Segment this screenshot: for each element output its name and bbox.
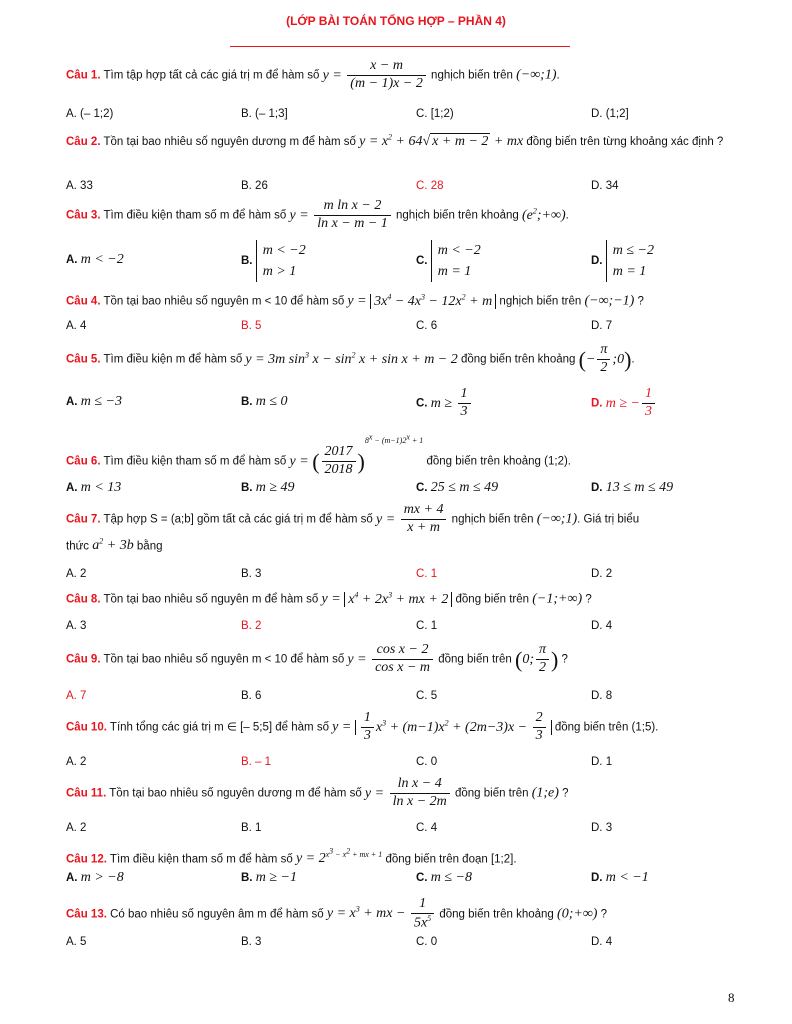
question-text: nghịch biến trên <box>499 295 582 308</box>
option-d[interactable]: D. 1 <box>591 756 613 768</box>
question-number: Câu 5. <box>66 353 101 366</box>
formula: $a^2 + 3b$ <box>92 536 134 554</box>
question-text: đồng biến trên khoảng (1;2). <box>426 455 571 468</box>
option-a[interactable]: A. m ≤ −3 <box>66 394 122 409</box>
answer-options <box>66 936 736 958</box>
question-number: Câu 6. <box>66 455 101 468</box>
formula: $y = x^3$ + mx − $\frac{1}{5x^5}$ <box>327 906 436 921</box>
question-text: Tập hợp S = (a;b] gồm tất cả các giá trị m để hàm số <box>103 513 373 526</box>
option-c[interactable]: C. 1 <box>416 620 438 632</box>
option-d[interactable]: D. 4 <box>591 620 613 632</box>
option-c[interactable]: C. 25 ≤ m ≤ 49 <box>416 480 499 495</box>
question-number: Câu 1. <box>66 69 101 82</box>
question-text: nghịch biến trên <box>431 69 513 82</box>
question-text: Tìm điều kiện m để hàm số <box>103 353 243 366</box>
option-b[interactable]: B. 26 <box>241 180 268 192</box>
option-b[interactable]: B. 5 <box>241 320 262 332</box>
question-text: ? <box>562 787 569 800</box>
option-b[interactable]: B. m ≤ 0 <box>241 394 288 409</box>
question-text: Tìm điều kiện tham số m để hàm số <box>103 209 287 222</box>
question-text: bằng <box>136 540 163 553</box>
interval: (0;+∞) <box>557 906 598 922</box>
option-a[interactable]: A. 33 <box>66 180 93 192</box>
option-c[interactable]: C. 0 <box>416 756 438 768</box>
question-text: . Giá trị biểu <box>577 513 640 526</box>
question-11 <box>66 776 736 811</box>
option-d[interactable]: D. m < −1 <box>591 870 649 885</box>
question-10 <box>66 710 736 745</box>
answer-options <box>66 320 736 342</box>
question-13 <box>66 896 736 932</box>
question-number: Câu 9. <box>66 653 101 666</box>
option-d[interactable]: D. 2 <box>591 568 613 580</box>
question-text: đồng biến trên đoạn [1;2]. <box>385 853 517 866</box>
question-number: Câu 10. <box>66 721 107 734</box>
option-a[interactable]: A. 5 <box>66 936 87 948</box>
question-text: đồng biến trên khoảng <box>439 908 554 921</box>
interval: (−∞;1) <box>516 67 557 83</box>
option-c[interactable]: C. 5 <box>416 690 438 702</box>
question-text: đồng biến trên <box>454 787 529 800</box>
answer-options <box>66 756 736 778</box>
interval: (−1;+∞) <box>532 591 583 607</box>
interval: (−∞;1) <box>536 511 578 527</box>
option-c[interactable]: C. [1;2) <box>416 108 454 120</box>
interval: (1;e) <box>531 785 559 801</box>
question-text: thức <box>66 540 90 553</box>
option-a[interactable]: A. 3 <box>66 620 87 632</box>
option-a[interactable]: A. 4 <box>66 320 87 332</box>
question-7 <box>66 502 736 555</box>
option-a[interactable]: A. m < 13 <box>66 480 122 495</box>
question-text: đồng biến trên từng khoảng xác định ? <box>526 136 724 148</box>
option-a[interactable]: A. 2 <box>66 822 87 834</box>
question-9 <box>66 642 736 677</box>
question-text: đồng biến trên (1;5). <box>554 721 659 734</box>
option-c[interactable]: C. m ≤ −8 <box>416 870 472 885</box>
option-b[interactable]: B. m ≥ −1 <box>241 870 297 885</box>
option-d[interactable]: D. m ≥ − $\frac{1}{3}$ <box>591 386 657 421</box>
question-text: Có bao nhiêu số nguyên âm m để hàm số <box>110 908 324 921</box>
question-number: Câu 4. <box>66 295 101 308</box>
interval: (− $\frac{\pi}{2}$ ;0) <box>578 342 632 375</box>
option-d[interactable]: D. 7 <box>591 320 613 332</box>
answer-options <box>66 240 736 284</box>
answer-options <box>66 822 736 844</box>
question-1 <box>66 58 736 93</box>
option-b[interactable]: B. 3 <box>241 568 262 580</box>
question-text: Tính tổng các giá trị m ∈ [– 5;5] để hàm số <box>109 721 329 734</box>
option-a[interactable]: A. 2 <box>66 756 87 768</box>
option-d[interactable]: D. m ≤ −2 m = 1 <box>591 240 654 282</box>
question-text: đồng biến trên khoảng <box>460 353 576 366</box>
answer-options <box>66 690 736 712</box>
formula: y = $\frac{1}{3}$ $x^3 + (m-1)x^2 + (2m-3)x$ − $\frac{2}{3}$ <box>332 720 551 735</box>
option-b[interactable]: B. 1 <box>241 822 262 834</box>
option-c[interactable]: C. 28 <box>416 180 444 192</box>
question-5 <box>66 342 736 377</box>
option-d[interactable]: D. 8 <box>591 690 613 702</box>
answer-options <box>66 386 736 426</box>
question-text: ? <box>585 593 592 606</box>
formula: y = $\frac{\text{m ln x − 2}}{\text{ln x − m − 1}}$ <box>290 208 393 223</box>
interval: $(e^2;+\infty)$ <box>521 205 566 223</box>
option-d[interactable]: D. 4 <box>591 936 613 948</box>
option-a[interactable]: A. (– 1;2) <box>66 108 114 120</box>
question-number: Câu 12. <box>66 853 107 866</box>
option-c[interactable]: C. 4 <box>416 822 438 834</box>
question-2 <box>66 130 736 154</box>
question-text: ? <box>561 653 568 666</box>
question-text: Tồn tại bao nhiêu số nguyên dương m để hàm số <box>103 136 356 148</box>
question-text: . <box>631 353 635 366</box>
question-text: đồng biến trên <box>455 593 530 606</box>
option-c[interactable]: C. 6 <box>416 320 438 332</box>
question-number: Câu 11. <box>66 787 107 800</box>
question-text: Tìm điều kiện tham số m để hàm số <box>109 853 293 866</box>
option-a[interactable]: A. m < −2 <box>66 252 124 267</box>
question-number: Câu 13. <box>66 908 107 921</box>
option-a[interactable]: A. 2 <box>66 568 87 580</box>
formula: y = $\frac{x - m}{(m - 1)x - 2}$ <box>323 68 428 83</box>
question-12 <box>66 846 736 868</box>
interval: (0; $\frac{\pi}{2}$ ) <box>514 642 559 675</box>
option-c[interactable]: C. 1 <box>416 568 438 580</box>
formula: y = ( $\frac{2017}{2018}$ )$^{8^x - (m-1)2^x + 1}$ <box>289 432 424 477</box>
option-b[interactable]: B. 2 <box>241 620 262 632</box>
option-a[interactable]: A. 7 <box>66 690 87 702</box>
question-4 <box>66 292 736 310</box>
option-c[interactable]: C. m ≥ $\frac{1}{3}$ <box>416 386 473 421</box>
page-number: 8 <box>728 990 735 1005</box>
answer-options <box>66 108 736 130</box>
answer-options <box>66 568 736 590</box>
answer-options <box>66 620 736 642</box>
question-text: ? <box>600 908 608 921</box>
option-b[interactable]: B. 6 <box>241 690 262 702</box>
question-text: . <box>565 209 569 222</box>
option-d[interactable]: D. 34 <box>591 180 619 192</box>
question-text: Tìm điều kiện tham số m để hàm số <box>103 455 287 468</box>
question-text: đồng biến trên <box>438 653 512 666</box>
formula: y = $\frac{mx + 4}{x + m}$ <box>376 512 448 527</box>
option-b[interactable]: B. 3 <box>241 936 262 948</box>
option-b[interactable]: B. m < −2 m > 1 <box>241 240 306 282</box>
question-8 <box>66 590 736 608</box>
formula: y = $\frac{\text{ln x − 4}}{\text{ln x − 2m}}$ <box>365 786 452 801</box>
title-divider <box>230 46 570 47</box>
question-text: Tồn tại bao nhiêu số nguyên m để hàm số <box>103 593 319 606</box>
question-text: nghịch biến trên <box>451 513 534 526</box>
question-text: nghịch biến trên khoảng <box>396 209 519 222</box>
formula: $y = x^2 + 64√$ x + m − 2 + mx <box>359 132 524 149</box>
question-text: Tồn tại bao nhiêu số nguyên m < 10 để hàm số <box>103 653 345 666</box>
question-text: Tìm tập hợp tất cả các giá trị m để hàm số <box>103 69 320 82</box>
option-a[interactable]: A. m > −8 <box>66 870 124 885</box>
formula: y = 3m $\sin^3 x - \sin^2 x + \sin x + m - 2$ <box>245 349 458 367</box>
question-number: Câu 3. <box>66 209 101 222</box>
question-text: Tồn tại bao nhiêu số nguyên m < 10 để hàm số <box>103 295 345 308</box>
option-c[interactable]: C. 0 <box>416 936 438 948</box>
option-b[interactable]: B. – 1 <box>241 756 272 768</box>
interval: (−∞;−1) <box>584 293 635 309</box>
answer-options <box>66 870 736 892</box>
option-b[interactable]: B. (– 1;3] <box>241 108 288 120</box>
question-3 <box>66 198 736 233</box>
question-number: Câu 2. <box>66 136 101 148</box>
question-text: Tồn tại bao nhiêu số nguyên dương m để hàm số <box>109 787 362 800</box>
option-d[interactable]: D. 13 ≤ m ≤ 49 <box>591 480 674 495</box>
answer-options <box>66 480 736 502</box>
option-b[interactable]: B. m ≥ 49 <box>241 480 295 495</box>
question-6 <box>66 432 736 479</box>
question-number: Câu 7. <box>66 513 101 526</box>
formula: y = $\frac{\text{cos x − 2}}{\text{cos x − m}}$ <box>347 652 435 667</box>
question-number: Câu 8. <box>66 593 101 606</box>
option-c[interactable]: C. m < −2 m = 1 <box>416 240 481 282</box>
formula: $y = 2^{x^3 - x^2 + mx + 1}$ <box>295 846 383 867</box>
question-text: ? <box>637 295 644 308</box>
option-d[interactable]: D. 3 <box>591 822 613 834</box>
option-d[interactable]: D. (1;2] <box>591 108 629 120</box>
page-title: (LỚP BÀI TOÁN TỔNG HỢP – PHẦN 4) <box>286 14 506 28</box>
formula: $y = 3x^4 - 4x^3 - 12x^2 + m$ <box>347 294 496 309</box>
question-text: . <box>556 69 560 82</box>
formula: $y = x^4 + 2x^3$ + mx + 2 <box>322 592 453 607</box>
